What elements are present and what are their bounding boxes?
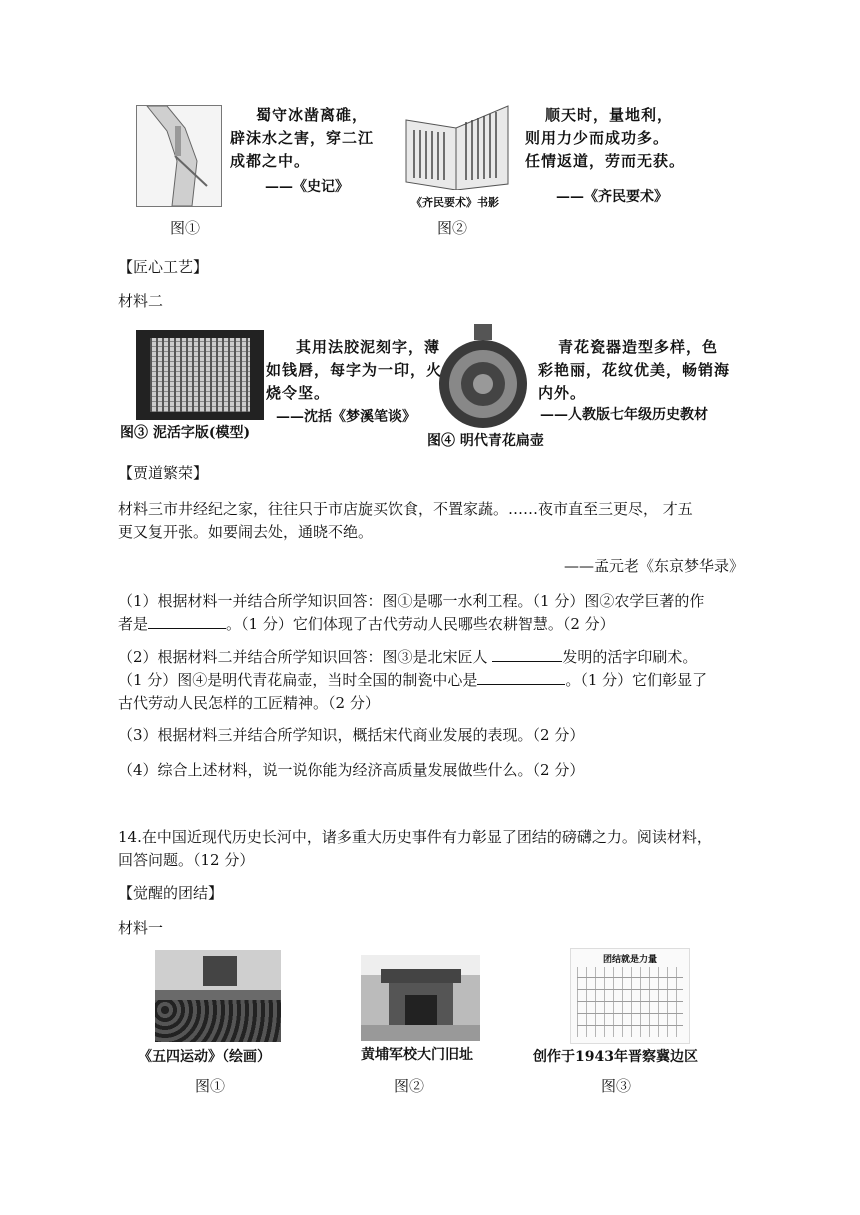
question-2-text: （1 分）图④是明代青花扁壶，当时全国的制瓷中心是: [118, 671, 478, 689]
question-1-text: 者是: [118, 615, 149, 633]
q14-fig3-caption: 创作于1943年晋察冀边区: [533, 1049, 698, 1065]
fig1-label: 图①: [170, 219, 201, 237]
answer-blank[interactable]: [492, 647, 562, 662]
question-2-text: 。（1 分）它们彰显了: [565, 671, 708, 689]
section-title-commerce: 【贾道繁荣】: [118, 464, 209, 482]
question-2-line: 古代劳动人民怎样的工匠精神。（2 分）: [118, 694, 380, 712]
section-title-craft: 【匠心工艺】: [118, 258, 209, 276]
q14-section-title: 【觉醒的团结】: [118, 884, 224, 902]
dujiangyan-map: [136, 105, 222, 207]
fig2-label: 图②: [437, 219, 468, 237]
whampoa-gate-image: [361, 955, 480, 1041]
question-2-text: 发明的活字印刷术。: [562, 648, 698, 666]
material2-label: 材料二: [118, 292, 164, 310]
fig4-source: ——人教版七年级历史教材: [540, 407, 708, 423]
fig2-source: ——《齐民要术》: [556, 189, 668, 205]
fig4-quote-line: 内外。: [538, 384, 587, 402]
fig3-label: 图③ 泥活字版(模型): [120, 425, 251, 441]
fig3-quote-line: 烧令坚。: [266, 384, 331, 402]
song-score-image: [570, 948, 690, 1044]
fig1-quote-line: 成都之中。: [230, 152, 311, 170]
material3-line: 材料三市井经纪之家，往往只于市店旋买饮食，不置家蔬。……夜市直至三更尽， 才五: [118, 500, 693, 518]
fig2-caption: 《齐民要术》书影: [411, 196, 499, 209]
may-fourth-painting-image: [155, 950, 281, 1042]
score-title: 团结就是力量: [602, 955, 657, 965]
fig4-quote-line: 青花瓷器造型多样，色: [558, 338, 719, 356]
fig2-quote-line: 任情返道，劳而无获。: [525, 152, 686, 170]
question-1-text: 。（1 分）它们体现了古代劳动人民哪些农耕智慧。（2 分）: [226, 615, 615, 633]
q14-stem-line: 回答问题。（12 分）: [118, 851, 255, 869]
fig4-label: 图④ 明代青花扁壶: [427, 433, 544, 449]
question-4: （4）综合上述材料，说一说你能为经济高质量发展做些什么。（2 分）: [118, 761, 585, 779]
material3-line: 更又复开张。如要闹去处，通晓不绝。: [118, 523, 374, 541]
fig3-source: ——沈括《梦溪笔谈》: [276, 409, 416, 425]
q14-material-label: 材料一: [118, 919, 164, 937]
q14-fig2-label: 图②: [394, 1077, 425, 1095]
qimin-yaoshu-book-image: [404, 100, 510, 190]
fig1-quote-line: 辟沫水之害，穿二江: [230, 129, 375, 147]
question-3: （3）根据材料三并结合所学知识，概括宋代商业发展的表现。（2 分）: [118, 726, 585, 744]
q14-stem-line: 14.在中国近现代历史长河中，诸多重大历史事件有力彰显了团结的磅礴之力。阅读材料，: [118, 828, 712, 846]
question-1-line: （1）根据材料一并结合所学知识回答：图①是哪一水利工程。（1 分）图②农学巨著的作: [118, 592, 705, 610]
answer-blank[interactable]: [148, 614, 226, 629]
q14-fig1-caption: 《五四运动》（绘画）: [138, 1049, 271, 1065]
q14-fig1-label: 图①: [195, 1077, 226, 1095]
blue-white-flask-image: [436, 324, 530, 430]
fig2-quote-line: 则用力少而成功多。: [525, 129, 670, 147]
fig4-quote-line: 彩艳丽，花纹优美，畅销海: [538, 361, 731, 379]
fig3-quote-line: 如钱唇，每字为一印，火: [266, 361, 443, 379]
q14-fig3-label: 图③: [601, 1077, 632, 1095]
fig1-source: ——《史记》: [265, 179, 349, 195]
fig2-quote-line: 顺天时，量地利，: [545, 106, 674, 124]
question-2-text: （2）根据材料二并结合所学知识回答：图③是北宋匠人: [118, 648, 493, 666]
q14-fig2-caption: 黄埔军校大门旧址: [361, 1047, 473, 1063]
fig3-quote-line: 其用法胶泥刻字，薄: [296, 338, 441, 356]
clay-type-model-image: [136, 330, 264, 420]
answer-blank[interactable]: [477, 670, 565, 685]
fig1-quote-line: 蜀守冰凿离碓，: [256, 106, 369, 124]
material3-source: ——孟元老《东京梦华录》: [564, 557, 745, 575]
